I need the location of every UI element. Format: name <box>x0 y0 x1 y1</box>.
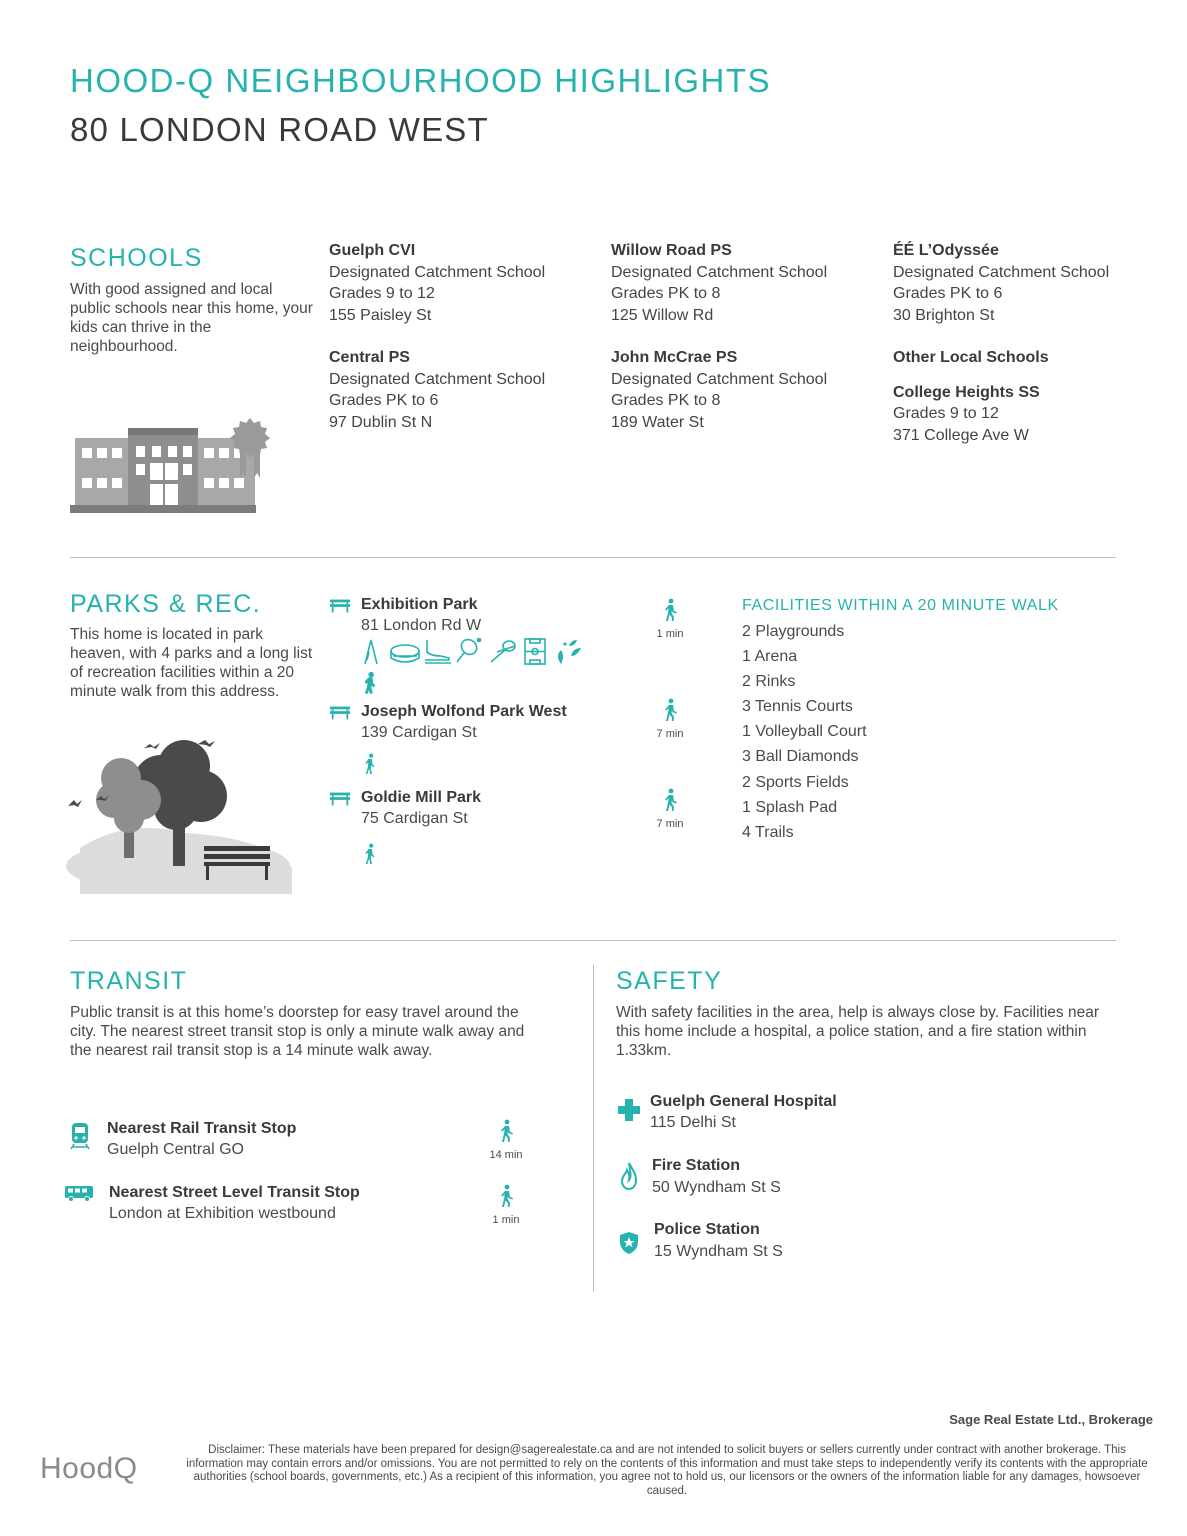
parks-description: This home is located in park heaven, with 4 parks and a long list of recreation facilities within a 20 minute walk from this address. <box>70 626 313 700</box>
park-address: 75 Cardigan St <box>361 810 468 827</box>
facilities-title: FACILITIES WITHIN A 20 MINUTE WALK <box>742 597 1059 614</box>
school-type: Designated Catchment School <box>611 263 828 281</box>
school-card <box>893 240 1163 326</box>
hoodq-logo: HoodQ <box>40 1452 138 1485</box>
school-grades: Grades PK to 8 <box>611 285 721 302</box>
walk-time: 1 min <box>492 1214 520 1226</box>
school-name: John McCrae PS <box>611 349 738 366</box>
other-schools <box>893 347 1163 446</box>
school-name: Willow Road PS <box>611 242 732 259</box>
trail-icon <box>365 673 374 693</box>
school-address: 97 Dublin St N <box>329 413 433 431</box>
trail-icon <box>362 751 377 777</box>
transit-stop-label: Nearest Rail Transit Stop <box>107 1120 297 1137</box>
safety-facility-name: Police Station <box>654 1221 760 1238</box>
other-schools-heading: Other Local Schools <box>893 349 1049 366</box>
police-badge-icon <box>619 1231 639 1255</box>
bench-icon <box>329 598 351 614</box>
safety-facility-name: Fire Station <box>652 1157 741 1174</box>
walk-icon <box>660 788 680 812</box>
school-type: Designated Catchment School <box>893 263 1110 281</box>
bench-icon <box>329 791 351 807</box>
school-type: Designated Catchment School <box>329 370 546 388</box>
walk-icon <box>660 598 680 622</box>
transit-stop-label: Nearest Street Level Transit Stop <box>109 1184 360 1201</box>
safety-description: With safety facilities in the area, help is always close by. Facilities near this home include a hospital, a police station, and a fire station within 1.33km. <box>616 1004 1099 1059</box>
walk-time: 7 min <box>656 818 684 830</box>
school-name: Central PS <box>329 349 410 366</box>
section-divider <box>70 557 1116 558</box>
facility-item: 4 Trails <box>742 823 794 841</box>
facility-item: 2 Playgrounds <box>742 623 845 640</box>
walk-time: 7 min <box>656 728 684 740</box>
walk-icon <box>496 1119 516 1143</box>
safety-facility-address: 50 Wyndham St S <box>652 1179 781 1196</box>
park-address: 139 Cardigan St <box>361 724 477 741</box>
facilities-list <box>742 619 867 845</box>
school-type: Designated Catchment School <box>329 263 546 281</box>
school-address: 155 Paisley St <box>329 306 432 324</box>
school-address: 30 Brighton St <box>893 306 995 324</box>
school-name: Guelph CVI <box>329 242 416 259</box>
school-card <box>329 240 599 326</box>
transit-description: Public transit is at this home’s doorstep for easy travel around the city. The nearest street transit stop is only a minute walk away and the nearest rail transit stop is a 14 minute walk away. <box>70 1004 525 1059</box>
bus-icon <box>64 1185 94 1203</box>
walk-time: 1 min <box>656 628 684 640</box>
transit-stop-name: London at Exhibition westbound <box>109 1205 336 1222</box>
walk-icon <box>496 1184 516 1208</box>
park-name: Exhibition Park <box>361 596 478 613</box>
skate-icon <box>425 640 451 663</box>
park-name: Goldie Mill Park <box>361 789 482 806</box>
facility-icons <box>361 638 591 698</box>
parks-title: PARKS & REC. <box>70 590 262 618</box>
volleyball-icon <box>491 641 515 662</box>
flame-icon <box>620 1161 638 1191</box>
school-type: Designated Catchment School <box>611 370 828 388</box>
school-grades: Grades 9 to 12 <box>893 405 999 422</box>
safety-title: SAFETY <box>616 967 723 995</box>
facility-item: 1 Splash Pad <box>742 798 838 816</box>
section-divider <box>70 940 1116 941</box>
facility-item: 1 Arena <box>742 648 798 666</box>
transit-stop-name: Guelph Central GO <box>107 1141 244 1158</box>
property-address: 80 LONDON ROAD WEST <box>70 111 489 148</box>
school-address: 125 Willow Rd <box>611 306 714 324</box>
school-grades: Grades PK to 6 <box>893 285 1003 302</box>
schools-title: SCHOOLS <box>70 244 203 272</box>
sports-field-icon <box>525 639 545 664</box>
transit-title: TRANSIT <box>70 967 188 995</box>
walk-icon <box>660 698 680 722</box>
school-address: 189 Water St <box>611 413 704 431</box>
brokerage-name: Sage Real Estate Ltd., Brokerage <box>949 1412 1153 1427</box>
school-card <box>329 347 599 433</box>
tennis-icon <box>457 638 481 662</box>
school-address: 371 College Ave W <box>893 426 1029 444</box>
bench-icon <box>329 705 351 721</box>
school-grades: Grades PK to 6 <box>329 392 439 409</box>
safety-facility-address: 115 Delhi St <box>650 1114 736 1131</box>
disclaimer: Disclaimer: These materials have been prepared for design@sagerealestate.ca and are not intended to solicit buyers or sellers currently under contract with another brokerage. This information may contain errors and/or omissions. You are not permitted to rely on the contents of this information and must take steps to independently verify its contents with the appropriate authorities (school boards, governments, etc.) As a recipient of this information, you agree not to hold us, our licensors or the owners of the information liable for any damages, howsoever caused. <box>186 1444 1148 1497</box>
trail-icon <box>362 841 377 867</box>
playground-icon <box>365 640 377 664</box>
train-icon <box>70 1122 90 1150</box>
facility-item: 2 Sports Fields <box>742 773 849 791</box>
park-name: Joseph Wolfond Park West <box>361 703 567 720</box>
column-divider <box>593 965 594 1292</box>
school-grades: Grades PK to 8 <box>611 392 721 409</box>
page-title: HOOD-Q NEIGHBOURHOOD HIGHLIGHTS <box>70 62 772 99</box>
splash-pad-icon <box>558 640 581 664</box>
school-building-icon <box>70 418 275 518</box>
school-card <box>611 347 881 433</box>
walk-time: 14 min <box>489 1149 523 1161</box>
safety-facility-address: 15 Wyndham St S <box>654 1243 783 1260</box>
park-trees-icon <box>66 738 298 898</box>
school-card <box>611 240 881 326</box>
facility-item: 3 Tennis Courts <box>742 698 853 716</box>
school-name: College Heights SS <box>893 383 1040 401</box>
park-address: 81 London Rd W <box>361 617 482 634</box>
school-name: ÉÉ L’Odyssée <box>893 242 999 259</box>
facility-item: 2 Rinks <box>742 673 796 691</box>
safety-facility-name: Guelph General Hospital <box>650 1093 837 1110</box>
facility-item: 3 Ball Diamonds <box>742 748 859 766</box>
school-grades: Grades 9 to 12 <box>329 285 435 302</box>
hospital-cross-icon <box>617 1098 641 1122</box>
schools-description: With good assigned and local public schools near this home, your kids can thrive in the neighbourhood. <box>70 281 313 355</box>
facility-item: 1 Volleyball Court <box>742 723 867 741</box>
arena-icon <box>391 645 419 662</box>
